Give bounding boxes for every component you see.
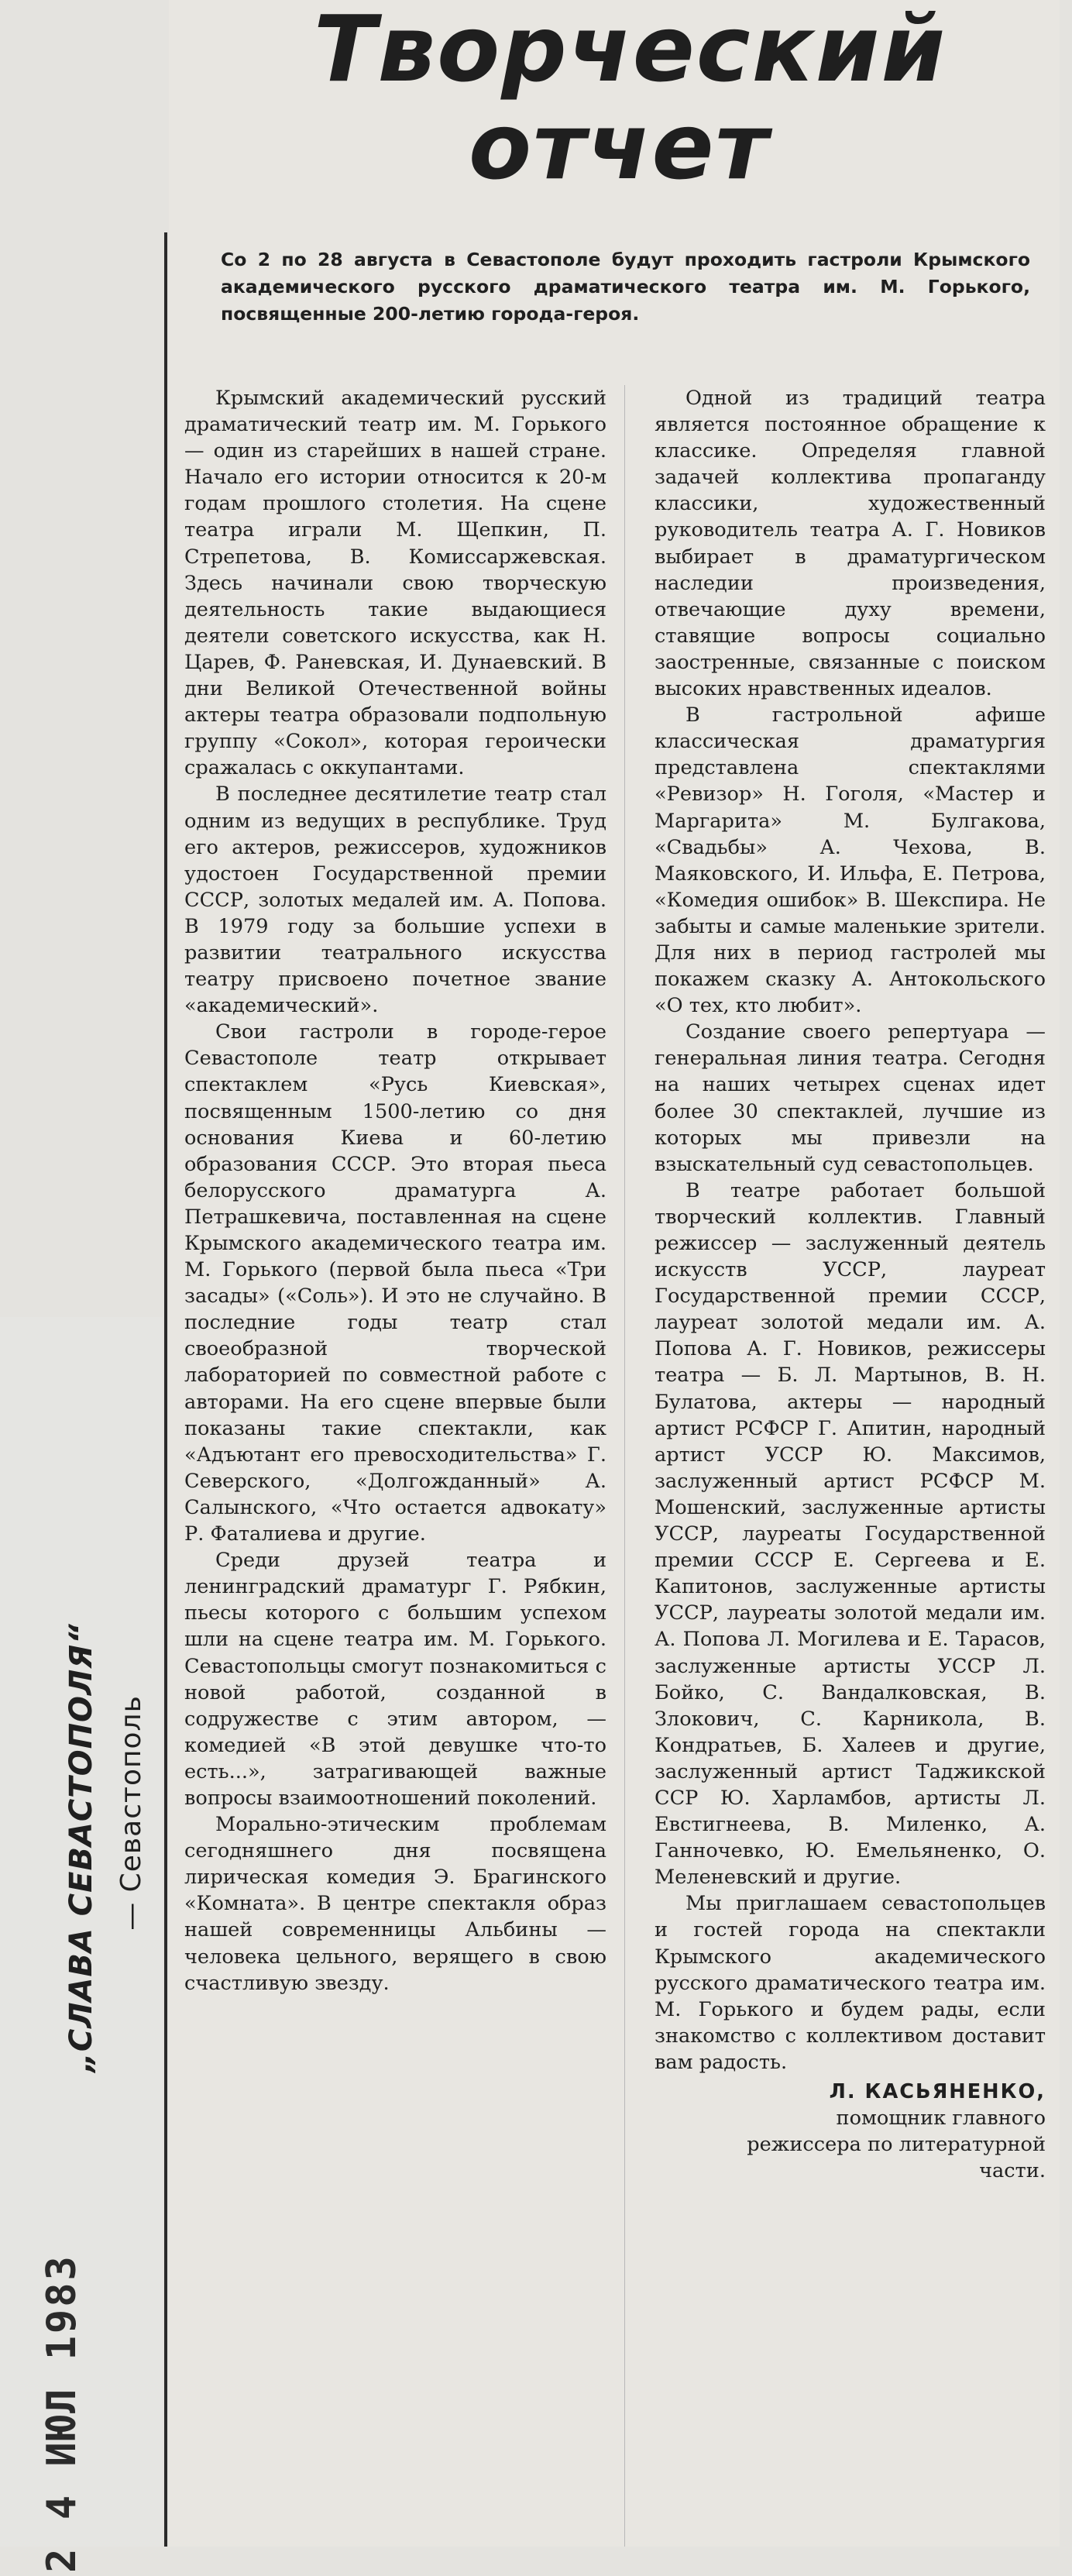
column2-paragraph-5: Мы приглашаем севастопольцев и гостей города на спектакли Крымского академического русского драматического театра им. М. Горького и будем рады, если знакомство с коллективом доставит вам радость. — [655, 1892, 1046, 2074]
headline-line-1: Творческий — [314, 0, 947, 102]
author-role: помощник главного режиссера по литературной части. — [747, 2107, 1046, 2183]
headline — [310, 0, 1007, 200]
article-column-2 — [655, 385, 1046, 2184]
column1-paragraph-2: В последнее десятилетие театр стал одним из ведущих в республике. Труд его актеров, режиссеров, художников удостоен Государственной премии СССР, золотых медалей им. А. Попова. В 1979 году за большие успехи в развитии театрального искусства театру присвоено почетное звание «академический». — [184, 782, 606, 1018]
headline-line-2: отчет — [469, 93, 770, 200]
column-divider — [624, 385, 625, 2547]
column1-paragraph-4: Среди друзей театра и ленинградский драматург Г. Рябкин, пьесы которого с большим успехом шли на сцене театра им. М. Горького. Севастопольцы смогут познакомиться с новой работой, созданной в содружестве с этим автором, — комедией «В этой девушке что-то есть...», затрагивающей важные вопросы взаимоотношений поколений. — [184, 1549, 606, 1810]
column2-paragraph-3: Создание своего репертуара — генеральная линия театра. Сегодня на наших четырех сценах идет более 30 спектаклей, лучшие из которых мы привезли на взыскательный суд севастопольцев. — [655, 1020, 1046, 1176]
newspaper-city: — Севастополь — [115, 1695, 147, 1931]
newspaper-masthead-strip — [0, 1317, 163, 2573]
column1-paragraph-1: Крымский академический русский драматический театр им. М. Горького — один из старейших в нашей стране. Начало его истории относится к 20-м годам прошлого столетия. На сцене театра играли М. Щепкин, П. Стрепетова, В. Комиссаржевская. Здесь начинали свою творческую деятельность такие выдающиеся деятели советского искусства, как Н. Царев, Ф. Раневская, И. Дунаевский. В дни Великой Отечественной войны актеры театра образовали подпольную группу «Сокол», которая героически сражалась с оккупантами. — [184, 387, 606, 780]
article-column-1 — [184, 385, 606, 1996]
date-stamp: 2 4 ИЮЛ 1983 — [39, 2254, 85, 2573]
column2-paragraph-4: В театре работает большой творческий коллектив. Главный режиссер — заслуженный деятель искусств УССР, лауреат Государственной премии СССР, лауреат золотой медали им. А. Попова А. Г. Новиков, режиссеры театра — Б. Л. Мартынов, В. Н. Булатова, актеры — народный артист РСФСР Г. Апитин, народный артист УССР Ю. Максимов, заслуженный артист РСФСР М. Мошенский, заслуженные артисты УССР, лауреаты Государственной премии СССР Е. Сергеева и Е. Капитонов, заслуженные артисты УССР, лауреаты золотой медали им. А. Попова Л. Могилева и Е. Тарасов, заслуженные артисты УССР Л. Бойко, С. Вандалковская, В. Злокович, С. Карникола, В. Кондратьев, Б. Халеев и другие, заслуженный артист Таджикской ССР Ю. Харламбов, артисты Л. Евстигнеева, В. Миленко, А. Ганночевко, Ю. Емельяненко, О. Меленевский и другие. — [655, 1178, 1046, 1890]
column2-paragraph-1: Одной из традиций театра является постоянное обращение к классике. Определяя главной задачей коллектива пропаганду классики, художественный руководитель театра А. Г. Новиков выбирает в драматургическом наследии произведения, отвечающие духу времени, ставящие вопросы социально заостренные, связанные с поиском высоких нравственных идеалов. — [655, 387, 1046, 701]
column1-paragraph-3: Свои гастроли в городе-герое Севастополе театр открывает спектаклем «Русь Киевская», посвященным 1500-летию со дня основания Киева и 60-летию образования СССР. Это вторая пьеса белорусского драматурга А. Петрашкевича, поставленная на сцене Крымского академического театра им. М. Горького (первой была пьеса «Три засады» («Соль»). И это не случайно. В последние годы театр стал своеобразной творческой лабораторией по совместной работе с авторами. На его сцене впервые были показаны такие спектакли, как «Адъютант его превосходительства» Г. Северского, «Долгожданный» А. Салынского, «Что остается адвокату» Р. Фаталиева и другие. — [184, 1020, 606, 1546]
column1-paragraph-5: Морально-этическим проблемам сегодняшнего дня посвящена лирическая комедия Э. Брагинского «Комната». В центре спектакля образ нашей современницы Альбины — человека цельного, верящего в свою счастливую звезду. — [184, 1813, 606, 1995]
lead-paragraph: Со 2 по 28 августа в Севастополе будут проходить гастроли Крымского академического русского драматического театра им. М. Горького, посвященные 200-летию города-героя. — [221, 249, 1030, 325]
author-signature: Л. КАСЬЯНЕНКО, — [829, 2080, 1046, 2103]
newspaper-name: „СЛАВА СЕВАСТОПОЛЯ“ — [64, 1623, 99, 2072]
column2-paragraph-2: В гастрольной афише классическая драматургия представлена спектаклями «Ревизор» Н. Гоголя, «Мастер и Маргарита» М. Булгакова, «Свадьбы» А. Чехова, В. Маяковского, И. Ильфа, Е. Петрова, «Комедия ошибок» В. Шекспира. Не забыты и самые маленькие зрители. Для них в период гастролей мы покажем сказку А. Антокольского «О тех, кто любит». — [655, 703, 1046, 1018]
column-rule-left — [164, 232, 167, 2547]
